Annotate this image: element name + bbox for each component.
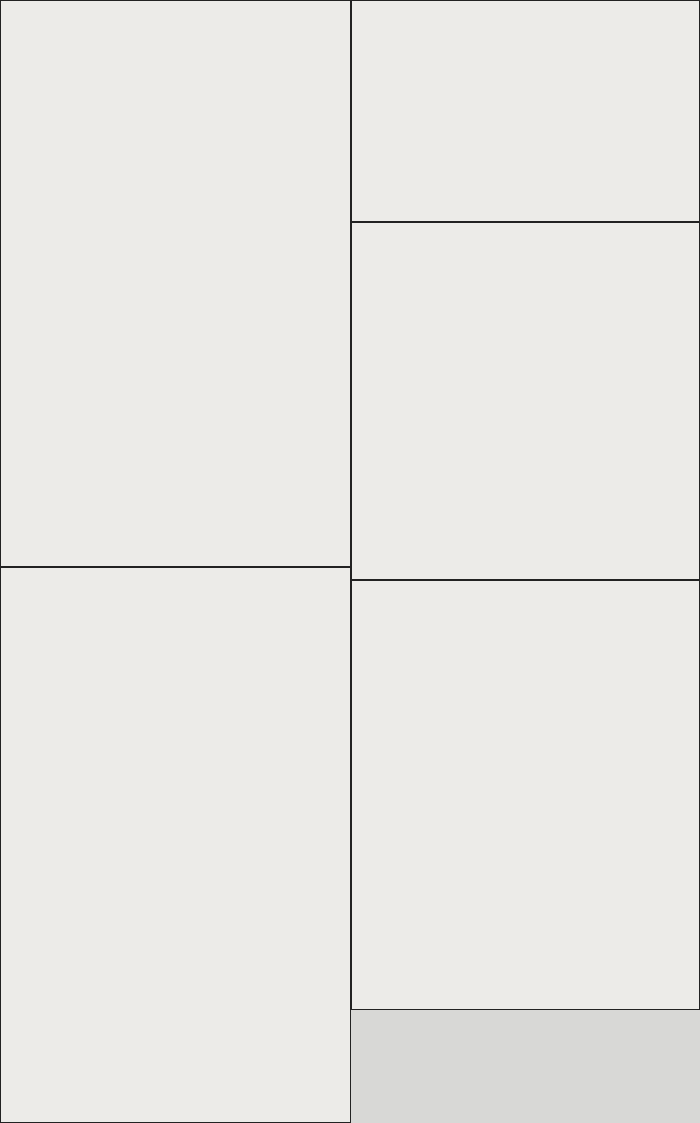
mcq-question xyxy=(1,51,350,64)
mcq-question xyxy=(1,24,350,37)
objective-continued-panel xyxy=(0,567,351,1123)
mcq-question xyxy=(1,37,350,50)
objective-end-panel xyxy=(351,0,700,222)
mcq-list xyxy=(1,24,350,77)
question-1 xyxy=(1,11,350,24)
mcq-question xyxy=(1,64,350,77)
subjective-paper-panel xyxy=(351,222,700,580)
question-2 xyxy=(352,231,699,244)
subjective-continued-panel xyxy=(351,580,700,1010)
empty-area xyxy=(351,1010,700,1123)
objective-paper-panel xyxy=(0,0,351,567)
